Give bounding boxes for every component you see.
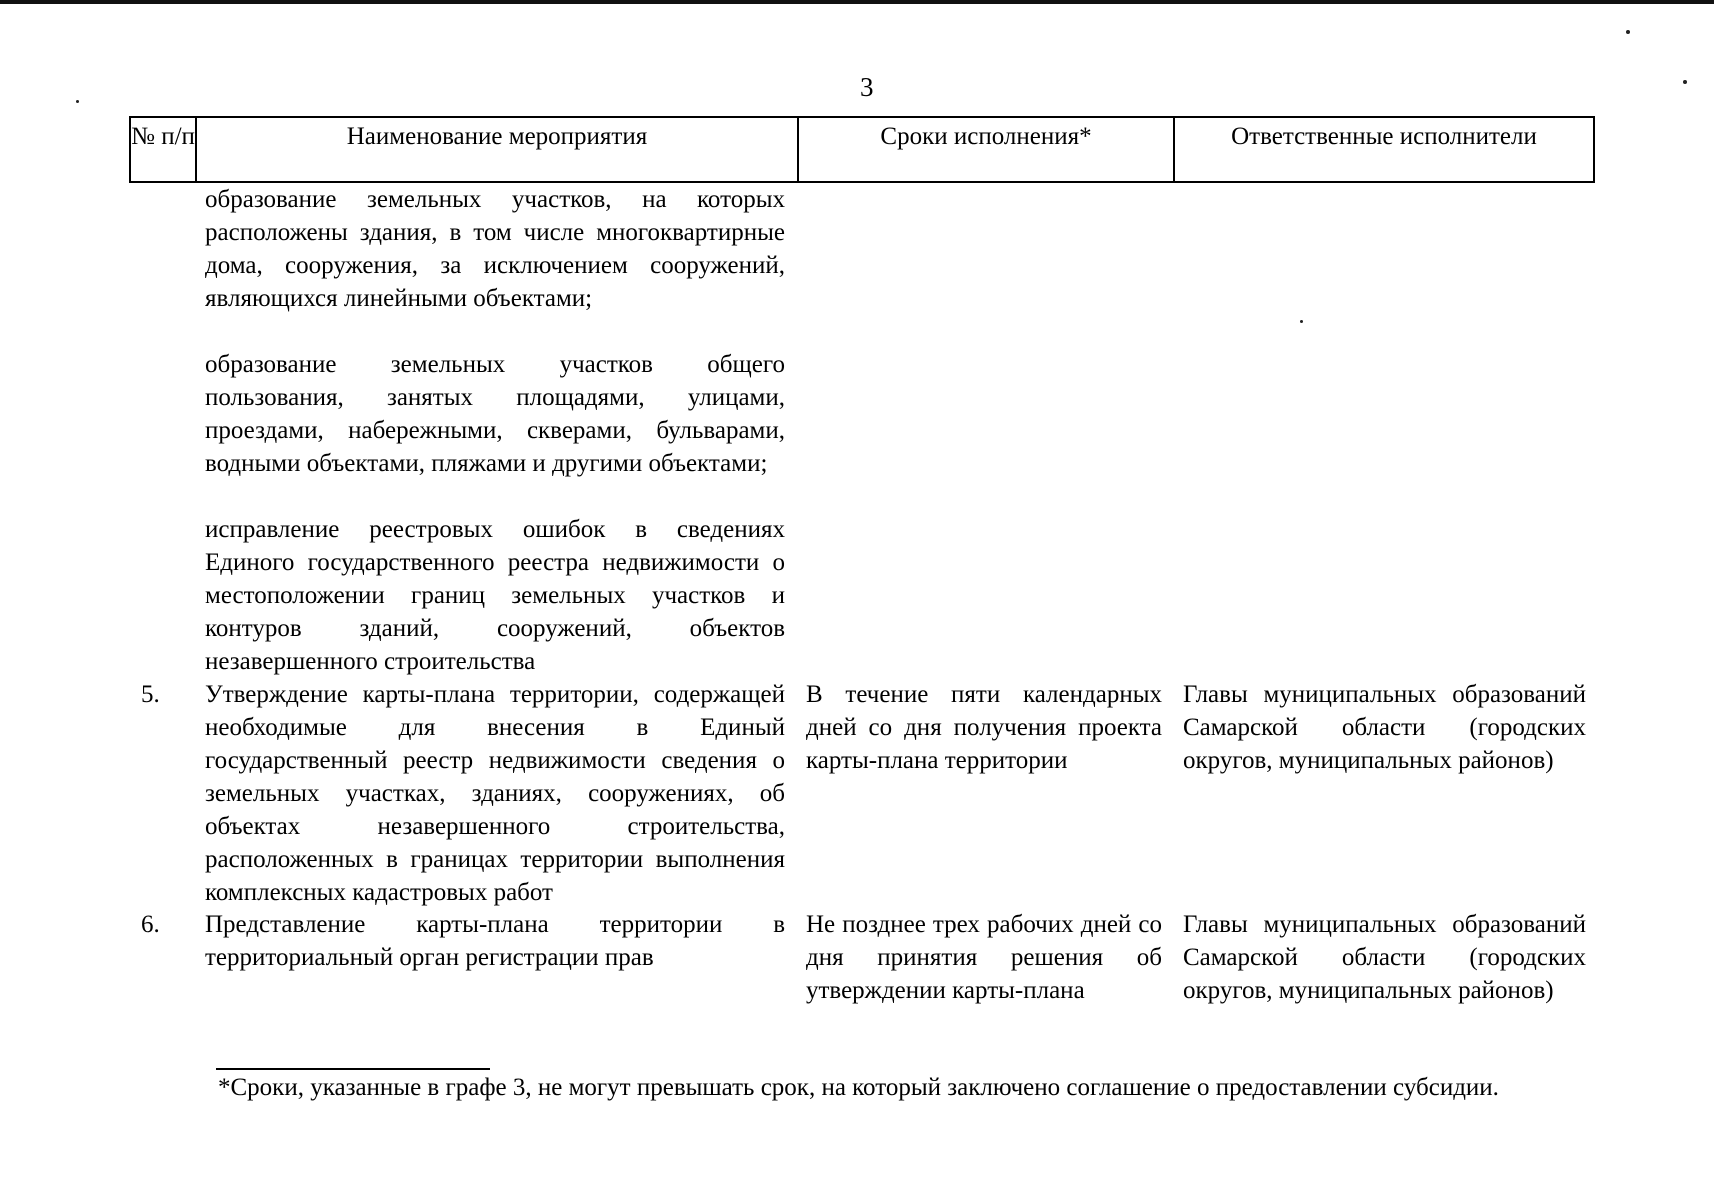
header-name: Наименование мероприятия — [195, 118, 797, 181]
scan-speck — [76, 100, 79, 103]
page-number: 3 — [860, 72, 874, 102]
continuation-item-3: исправление реестровых ошибок в сведениях Единого государственного реестра недвижимости о местоположении границ земельных участков и контуров зданий, сооружений, объектов незавершенного строительства — [205, 516, 785, 675]
header-deadline: Сроки исполнения* — [797, 118, 1173, 181]
row-5-deadline: В течение пяти календарных дней со дня получения проекта карты-плана территории — [806, 681, 1162, 774]
row-5-number: 5. — [141, 681, 160, 708]
scan-top-border — [0, 0, 1714, 4]
header-num: № п/п — [131, 123, 195, 150]
footnote-separator — [216, 1068, 490, 1070]
row-5-responsible: Главы муниципальных образований Самарской области (городских округов, муниципальных районов) — [1183, 681, 1586, 774]
footnote: *Сроки, указанные в графе 3, не могут превышать срок, на который заключено соглашение о предоставлении субсидии. — [218, 1074, 1499, 1101]
row-6-number: 6. — [141, 911, 160, 938]
scan-speck — [1626, 30, 1630, 34]
scan-speck — [1683, 80, 1687, 84]
scan-speck — [1300, 320, 1303, 323]
row-6-responsible: Главы муниципальных образований Самарской области (городских округов, муниципальных районов) — [1183, 911, 1586, 1004]
table-header-row — [129, 116, 1595, 183]
continuation-item-2: образование земельных участков общего пользования, занятых площадями, улицами, проездами, набережными, скверами, бульварами, водными объектами, пляжами и другими объектами; — [205, 351, 785, 477]
row-6-deadline: Не позднее трех рабочих дней со дня принятия решения об утверждении карты-плана — [806, 911, 1162, 1004]
row-5-name: Утверждение карты-плана территории, содержащей необходимые для внесения в Единый государственный реестр недвижимости сведения о земельных участках, зданиях, сооружениях, об объектах незавершенного строительства, расположенных в границах территории выполнения комплексных кадастровых работ — [205, 681, 785, 906]
row-6-name: Представление карты-плана территории в территориальный орган регистрации прав — [205, 911, 785, 971]
continuation-item-1: образование земельных участков, на которых расположены здания, в том числе многоквартирные дома, сооружения, за исключением сооружений, являющихся линейными объектами; — [205, 186, 785, 312]
header-responsible: Ответственные исполнители — [1173, 118, 1593, 181]
